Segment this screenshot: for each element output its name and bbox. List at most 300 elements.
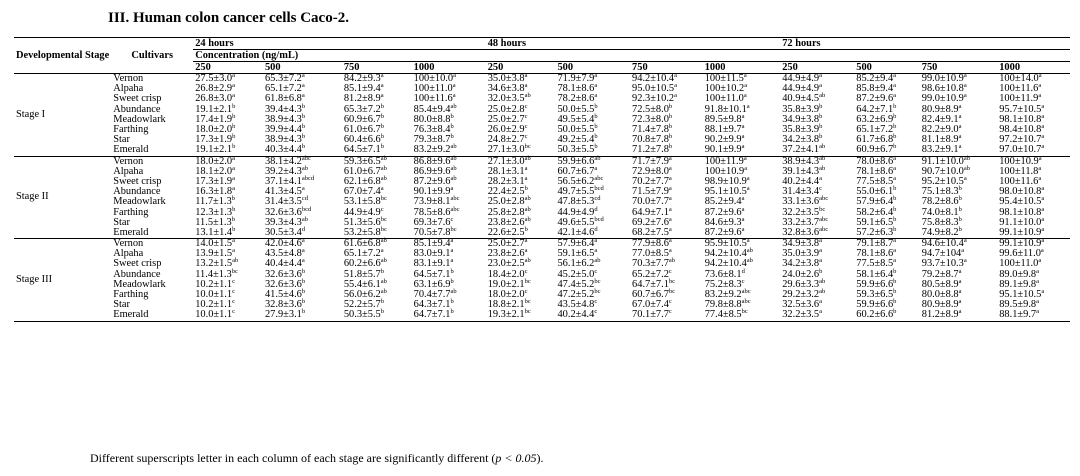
- cell-superscript: c: [524, 288, 528, 296]
- cell-superscript: b: [819, 102, 823, 110]
- cell-superscript: ab: [380, 174, 387, 182]
- cell-value: 77.0±8.5: [632, 248, 669, 260]
- value-cell: [263, 310, 342, 321]
- cell-superscript: a: [301, 185, 305, 193]
- cell-superscript: b: [380, 308, 384, 316]
- cell-value: 38.9±4.3: [264, 113, 302, 125]
- cell-superscript: a: [232, 82, 235, 90]
- cell-value: 32.6±3.6: [264, 278, 302, 290]
- cell-value: 31.4±3.4: [782, 186, 820, 198]
- cell-superscript: a: [674, 92, 678, 100]
- header-dose: 750: [630, 62, 703, 74]
- cell-value: 98.0±10.8: [999, 186, 1042, 198]
- cell-value: 98.4±10.8: [999, 124, 1042, 136]
- value-cell: [342, 145, 412, 156]
- value-cell: [630, 145, 703, 156]
- cell-superscript: c: [524, 123, 528, 131]
- cultivar-name: Sweet crisp: [113, 175, 162, 187]
- cell-superscript: b: [893, 102, 897, 110]
- cell-superscript: a: [741, 225, 745, 233]
- value-cell: [342, 310, 412, 321]
- cell-value: 44.9±4.9: [557, 206, 595, 218]
- cell-superscript: b: [958, 205, 962, 213]
- cell-superscript: a: [232, 237, 235, 245]
- table-row: [14, 207, 1070, 217]
- cultivar-name: Abundance: [113, 103, 161, 115]
- cell-superscript: a: [741, 112, 745, 120]
- cell-superscript: a: [1041, 102, 1045, 110]
- value-cell: [920, 310, 997, 321]
- cultivar-name: Vernon: [113, 238, 144, 250]
- cell-superscript: b: [893, 195, 897, 203]
- cell-value: 64.9±7.1: [632, 206, 669, 218]
- cell-value: 72.9±8.0: [632, 165, 669, 177]
- cell-superscript: a: [1041, 195, 1045, 203]
- cell-value: 85.1±9.4: [343, 83, 381, 95]
- cell-value: 85.2±9.4: [856, 73, 894, 85]
- cell-superscript: c: [524, 112, 528, 120]
- cell-superscript: b: [594, 133, 598, 141]
- cell-value: 100±11.8: [999, 165, 1039, 177]
- cell-superscript: a: [963, 237, 967, 245]
- cell-value: 56.1±6.2: [557, 258, 595, 270]
- cell-superscript: a: [1040, 247, 1044, 255]
- cultivar-name: Vernon: [113, 155, 144, 167]
- cell-superscript: a: [958, 133, 962, 141]
- cell-superscript: a: [668, 174, 672, 182]
- cell-value: 86.9±9.6: [413, 165, 451, 177]
- cell-superscript: a: [963, 82, 967, 90]
- cell-superscript: a: [301, 82, 305, 90]
- cell-value: 78.1±8.6: [856, 248, 894, 260]
- header-dose: 250: [193, 62, 263, 74]
- cell-superscript: abc: [819, 215, 829, 223]
- cultivar-name: Farthing: [113, 124, 149, 136]
- cell-value: 91.8±10.1: [704, 103, 747, 115]
- value-cell: [412, 145, 486, 156]
- cell-superscript: ab: [819, 143, 826, 151]
- cell-superscript: a: [1036, 298, 1039, 306]
- cell-value: 64.5±7.1: [343, 144, 381, 156]
- cell-superscript: ab: [594, 154, 601, 162]
- header-stage: Developmental Stage: [14, 38, 111, 74]
- cell-superscript: b: [450, 308, 454, 316]
- cell-superscript: ab: [301, 215, 308, 223]
- cell-superscript: b: [301, 288, 306, 296]
- cell-superscript: ab: [380, 277, 387, 285]
- cell-superscript: abc: [301, 154, 311, 162]
- cell-value: 43.5±4.8: [557, 299, 595, 311]
- cell-value: 29.2±3.2: [782, 289, 820, 301]
- cell-value: 32.2±3.5: [782, 206, 820, 218]
- cell-value: 19.1±2.1: [195, 103, 233, 115]
- cell-superscript: a: [958, 288, 962, 296]
- value-cell: [193, 225, 263, 239]
- cell-value: 11.7±1.3: [195, 196, 232, 208]
- cell-superscript: b: [893, 205, 897, 213]
- table-header: [14, 38, 1070, 74]
- value-cell: [555, 225, 630, 239]
- cell-superscript: c: [232, 277, 235, 285]
- cell-value: 88.1±9.7: [999, 309, 1037, 321]
- cell-value: 10.2±1.1: [195, 278, 233, 290]
- cell-superscript: bc: [819, 205, 826, 213]
- cell-superscript: ab: [380, 288, 387, 296]
- cell-value: 28.2±3.1: [487, 175, 525, 187]
- cell-value: 10.0±1.1: [195, 289, 233, 301]
- value-cell: [997, 145, 1070, 156]
- cell-value: 60.7±6.7: [557, 165, 595, 177]
- value-cell: [555, 145, 630, 156]
- cell-value: 42.0±4.6: [264, 238, 302, 250]
- cell-value: 59.1±6.5: [856, 216, 894, 228]
- table-row: [14, 310, 1070, 321]
- header-dose: 1000: [703, 62, 780, 74]
- cell-value: 82.4±9.1: [921, 113, 959, 125]
- cell-superscript: c: [594, 308, 598, 316]
- cell-superscript: b: [231, 215, 235, 223]
- cell-superscript: b: [301, 102, 306, 110]
- cell-superscript: a: [1041, 288, 1045, 296]
- table-row: [14, 84, 1070, 94]
- cell-value: 62.1±6.8: [343, 175, 381, 187]
- cell-value: 25.8±2.8: [487, 206, 525, 218]
- cell-superscript: c: [524, 102, 528, 110]
- cell-value: 34.9±3.8: [782, 238, 820, 250]
- cell-value: 78.0±8.6: [856, 155, 894, 167]
- cell-superscript: ab: [819, 277, 826, 285]
- cell-superscript: b: [893, 123, 897, 131]
- cell-value: 25.0±2.8: [487, 196, 525, 208]
- cell-superscript: d: [594, 225, 598, 233]
- header-dose: 750: [342, 62, 412, 74]
- cell-value: 70.5±7.8: [413, 226, 451, 238]
- cell-value: 88.1±9.7: [704, 124, 742, 136]
- cell-value: 94.7±104: [921, 248, 962, 260]
- cell-value: 24.0±2.6: [782, 268, 820, 280]
- cell-superscript: a: [893, 237, 897, 245]
- cell-value: 57.2±6.3: [856, 226, 894, 238]
- cell-value: 40.3±4.4: [264, 144, 302, 156]
- cell-value: 95.7±10.5: [999, 103, 1042, 115]
- table-row: [14, 270, 1070, 280]
- cell-superscript: b: [893, 133, 897, 141]
- cell-value: 69.2±7.6: [632, 216, 669, 228]
- cell-value: 49.7±5.5: [557, 186, 595, 198]
- cell-value: 27.1±3.0: [487, 144, 525, 156]
- cell-value: 69.3±7.6: [413, 216, 451, 228]
- cell-value: 80.5±8.9: [921, 278, 959, 290]
- cell-value: 35.0±3.8: [487, 73, 525, 85]
- cell-value: 92.3±10.2: [632, 93, 675, 105]
- cell-value: 34.9±3.8: [782, 113, 820, 125]
- cultivar-name: Meadowlark: [113, 196, 166, 208]
- cell-superscript: b: [893, 112, 897, 120]
- table-row: [14, 290, 1070, 300]
- stage-label: Stage III: [14, 239, 111, 322]
- header-dose: 750: [920, 62, 997, 74]
- cell-value: 18.0±2.0: [195, 155, 233, 167]
- cell-value: 11.5±1.3: [195, 216, 232, 228]
- cell-value: 85.4±9.4: [413, 103, 451, 115]
- cell-superscript: bc: [380, 225, 387, 233]
- value-cell: [780, 145, 854, 156]
- cell-superscript: ab: [380, 237, 387, 245]
- cell-superscript: c: [380, 205, 384, 213]
- cell-superscript: a: [380, 72, 384, 80]
- cell-superscript: a: [1041, 225, 1045, 233]
- cell-value: 17.3±1.9: [195, 175, 233, 187]
- table-row: [14, 280, 1070, 290]
- cell-superscript: a: [450, 237, 454, 245]
- cell-value: 71.7±7.9: [632, 155, 669, 167]
- table-row: [14, 145, 1070, 156]
- cell-superscript: c: [594, 267, 598, 275]
- cell-superscript: a: [668, 164, 672, 172]
- cell-superscript: b: [524, 225, 528, 233]
- cell-superscript: b: [232, 102, 236, 110]
- cultivar-name: Star: [113, 134, 130, 146]
- cell-superscript: a: [1041, 123, 1045, 131]
- cell-value: 94.2±10.4: [704, 258, 747, 270]
- cell-value: 50.0±5.5: [557, 103, 595, 115]
- table-row: [14, 259, 1070, 269]
- table-row: [14, 115, 1070, 125]
- cell-superscript: c: [524, 133, 528, 141]
- cell-value: 75.8±8.3: [921, 216, 959, 228]
- cell-superscript: a: [301, 72, 305, 80]
- cell-value: 94.2±10.4: [632, 73, 675, 85]
- stage-label: Stage I: [14, 74, 111, 157]
- cell-value: 65.1±7.2: [856, 124, 894, 136]
- cell-superscript: c: [450, 215, 454, 223]
- cell-superscript: a: [961, 247, 965, 255]
- cell-superscript: abc: [741, 288, 751, 296]
- cell-value: 99.1±10.9: [999, 226, 1042, 238]
- cell-value: 18.0±2.0: [195, 124, 233, 136]
- cell-superscript: a: [746, 102, 750, 110]
- cell-superscript: c: [668, 298, 672, 306]
- cell-superscript: a: [893, 72, 897, 80]
- cell-value: 77.9±8.6: [632, 238, 669, 250]
- cell-value: 83.0±9.1: [413, 248, 451, 260]
- table-row: [14, 135, 1070, 145]
- cell-value: 98.1±10.8: [999, 206, 1042, 218]
- value-cell: [193, 145, 263, 156]
- cell-superscript: a: [1038, 82, 1042, 90]
- cell-superscript: b: [232, 123, 236, 131]
- cell-superscript: a: [1041, 215, 1045, 223]
- cell-superscript: b: [893, 277, 897, 285]
- cell-value: 32.8±3.6: [782, 226, 820, 238]
- results-table: [14, 37, 1070, 322]
- cell-superscript: ab: [746, 257, 753, 265]
- cell-superscript: a: [1038, 257, 1042, 265]
- cell-superscript: a: [301, 237, 305, 245]
- cell-superscript: a: [958, 143, 962, 151]
- cell-value: 79.2±8.7: [921, 268, 959, 280]
- cell-superscript: b: [450, 298, 454, 306]
- cell-superscript: bc: [231, 267, 238, 275]
- cell-value: 78.5±8.6: [413, 206, 451, 218]
- value-cell: [920, 225, 997, 239]
- cell-value: 61.8±6.8: [264, 93, 302, 105]
- cell-superscript: a: [452, 92, 456, 100]
- cell-value: 91.1±10.0: [999, 216, 1042, 228]
- cell-value: 32.6±3.6: [264, 268, 302, 280]
- cell-superscript: ab: [963, 154, 970, 162]
- cell-superscript: a: [893, 154, 897, 162]
- cell-superscript: a: [232, 92, 235, 100]
- cell-value: 89.0±9.8: [999, 268, 1037, 280]
- cell-value: 73.9±8.1: [413, 196, 451, 208]
- cell-value: 100±11.9: [999, 93, 1039, 105]
- cell-superscript: a: [232, 185, 235, 193]
- header-24-hours: 24 hours: [193, 38, 485, 50]
- cell-superscript: a: [380, 92, 384, 100]
- cell-value: 50.3±5.5: [557, 144, 595, 156]
- cell-superscript: d: [301, 225, 306, 233]
- cell-value: 80.0±8.8: [921, 289, 959, 301]
- header-dose: 250: [780, 62, 854, 74]
- cell-value: 59.9±6.6: [856, 278, 894, 290]
- header-dose: 1000: [412, 62, 486, 74]
- cell-superscript: b: [668, 102, 673, 110]
- cell-value: 72.3±8.0: [632, 113, 669, 125]
- cell-value: 59.3±6.5: [856, 289, 894, 301]
- cell-value: 74.9±8.2: [921, 226, 959, 238]
- cell-superscript: b: [380, 267, 384, 275]
- cell-value: 90.2±9.9: [704, 134, 742, 146]
- cell-superscript: a: [958, 308, 962, 316]
- cell-superscript: d: [741, 267, 745, 275]
- cell-value: 87.2±9.6: [856, 93, 894, 105]
- cell-superscript: bcd: [594, 215, 604, 223]
- cell-superscript: b: [668, 112, 673, 120]
- cell-value: 81.2±8.9: [343, 93, 381, 105]
- cell-value: 29.6±3.3: [782, 278, 820, 290]
- cell-value: 25.0±2.8: [487, 103, 525, 115]
- cell-value: 81.2±8.9: [921, 309, 959, 321]
- cell-superscript: a: [1038, 174, 1042, 182]
- cell-superscript: c: [524, 267, 528, 275]
- value-cell: [703, 225, 780, 239]
- cell-superscript: ab: [380, 257, 387, 265]
- cell-superscript: a: [1038, 164, 1042, 172]
- cell-superscript: a: [668, 185, 672, 193]
- cell-superscript: a: [819, 72, 822, 80]
- cell-value: 98.9±10.9: [704, 175, 747, 187]
- cell-value: 40.4±4.4: [264, 258, 302, 270]
- cell-superscript: c: [232, 298, 235, 306]
- cultivar-name: Vernon: [113, 73, 144, 85]
- cell-value: 71.5±7.9: [632, 186, 669, 198]
- cell-value: 40.2±4.4: [557, 309, 595, 321]
- cell-value: 63.2±6.9: [856, 113, 894, 125]
- cell-superscript: bcd: [301, 205, 312, 213]
- cell-value: 100±10.0: [413, 73, 454, 85]
- cell-superscript: a: [524, 174, 528, 182]
- cell-value: 37.1±4.1: [264, 175, 302, 187]
- cell-value: 99.6±11.0: [999, 248, 1041, 260]
- cell-superscript: ab: [380, 164, 387, 172]
- cell-value: 50.0±5.5: [557, 124, 595, 136]
- cell-superscript: a: [524, 164, 528, 172]
- cell-value: 39.1±4.3: [782, 165, 820, 177]
- cell-value: 49.2±5.4: [557, 134, 595, 146]
- header-dose: 500: [263, 62, 342, 74]
- cell-value: 90.7±10.0: [921, 165, 964, 177]
- cell-superscript: ab: [524, 154, 531, 162]
- cell-superscript: bc: [524, 143, 531, 151]
- cell-superscript: a: [741, 133, 745, 141]
- cell-superscript: b: [893, 215, 897, 223]
- cell-value: 33.1±3.6: [782, 196, 820, 208]
- cell-superscript: a: [594, 72, 598, 80]
- table-body: [14, 74, 1070, 322]
- cell-value: 53.1±5.8: [343, 196, 381, 208]
- cell-superscript: a: [524, 72, 528, 80]
- cell-value: 78.2±8.6: [557, 93, 595, 105]
- cell-superscript: a: [1038, 154, 1042, 162]
- cell-value: 42.1±4.6: [557, 226, 595, 238]
- cell-superscript: bc: [524, 298, 531, 306]
- cell-superscript: b: [594, 102, 598, 110]
- cell-superscript: b: [380, 298, 384, 306]
- cell-value: 95.9±10.5: [704, 238, 747, 250]
- cell-value: 82.2±9.0: [921, 124, 959, 136]
- cell-superscript: ab: [450, 164, 457, 172]
- cell-superscript: ab: [594, 257, 601, 265]
- cell-superscript: b: [819, 133, 823, 141]
- cell-superscript: bc: [380, 195, 387, 203]
- cell-superscript: a: [893, 257, 897, 265]
- cell-value: 13.9±1.5: [195, 248, 233, 260]
- cell-value: 94.6±10.4: [921, 238, 964, 250]
- cell-value: 60.9±6.7: [856, 144, 894, 156]
- cell-value: 65.1±7.2: [264, 83, 302, 95]
- cell-superscript: a: [668, 247, 672, 255]
- cell-superscript: ab: [524, 257, 531, 265]
- cell-value: 59.1±6.5: [557, 248, 595, 260]
- cell-superscript: b: [893, 225, 897, 233]
- cell-superscript: a: [1041, 205, 1045, 213]
- table-row: [14, 177, 1070, 187]
- cell-value: 43.5±4.8: [264, 248, 302, 260]
- cell-superscript: a: [963, 174, 967, 182]
- cell-value: 67.0±7.4: [343, 186, 381, 198]
- cell-value: 98.1±10.8: [999, 113, 1042, 125]
- header-72-hours: 72 hours: [780, 38, 1070, 50]
- table-row: [14, 300, 1070, 310]
- cell-superscript: a: [741, 195, 745, 203]
- cell-superscript: a: [1036, 277, 1039, 285]
- header-dose: 500: [854, 62, 919, 74]
- cell-value: 35.0±3.9: [782, 248, 820, 260]
- cell-superscript: a: [594, 92, 598, 100]
- footnote-close: ).: [536, 451, 544, 465]
- cell-value: 39.3±4.3: [264, 216, 302, 228]
- cell-superscript: c: [232, 288, 235, 296]
- cell-value: 95.2±10.5: [921, 175, 964, 187]
- cell-superscript: a: [893, 247, 897, 255]
- cell-superscript: abc: [741, 298, 751, 306]
- cell-superscript: a: [1038, 92, 1042, 100]
- cell-superscript: a: [819, 298, 822, 306]
- cell-value: 79.3±8.7: [413, 134, 451, 146]
- cell-value: 34.6±3.8: [487, 83, 525, 95]
- cell-superscript: b: [893, 288, 897, 296]
